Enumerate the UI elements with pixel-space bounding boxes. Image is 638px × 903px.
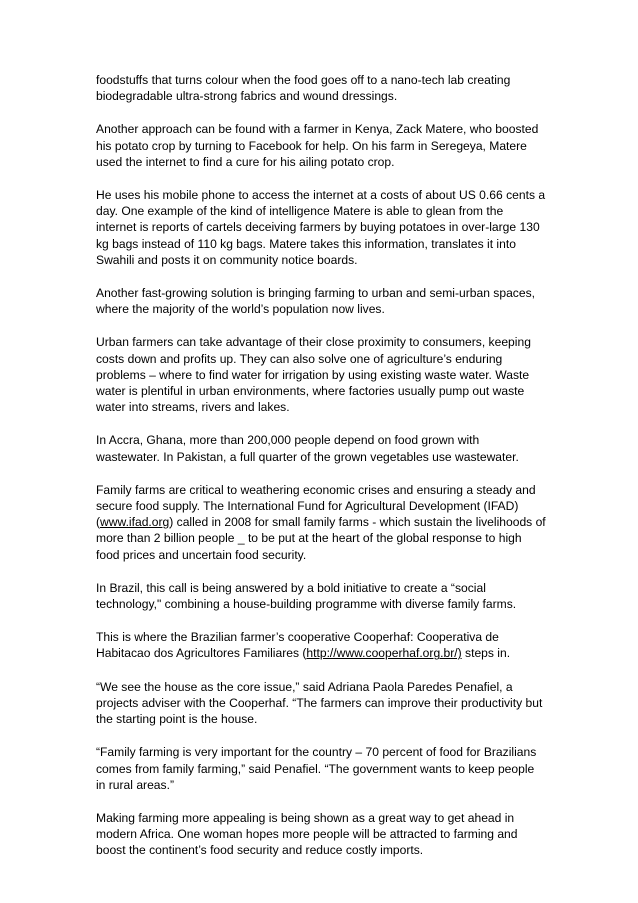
cooperhaf-link[interactable]: http://www.cooperhaf.org.br/) [306,646,462,661]
paragraph-9-text-before: This is where the Brazilian farmer’s cooperative Cooperhaf: Cooperativa de Habitacao dos Agricultores Familiares ( [96,630,499,661]
paragraph-4: Another fast-growing solution is bringing farming to urban and semi-urban spaces, where the majority of the world’s population now lives. [96,286,535,317]
paragraph-5: Urban farmers can take advantage of their close proximity to consumers, keeping costs down and profits up. They can also solve one of agriculture’s enduring problems – where to find water for irrigation by using existing waste water. Waste water is plentiful in urban environments, where factories usually pump out waste water into streams, rivers and lakes. [96,335,531,415]
paragraph-10: “We see the house as the core issue,” said Adriana Paola Paredes Penafiel, a projects adviser with the Cooperhaf. “The farmers can improve their productivity but the starting point is the house. [96,679,543,727]
paragraph-9 [96,629,546,661]
paragraph-9-text-after: steps in. [461,646,511,661]
paragraph-12: Making farming more appealing is being shown as a great way to get ahead in modern Africa. One woman hopes more people will be attracted to farming and boost the continent’s food security and reduce costly imports. [96,810,518,858]
paragraph-2: Another approach can be found with a farmer in Kenya, Zack Matere, who boosted his potato crop by turning to Facebook for help. On his farm in Seregeya, Matere used the internet to find a cure for his ailing potato crop. [96,122,539,169]
paragraph-7-text-after: ) called in 2008 for small family farms - which sustain the livelihoods of more than 2 billion people _ to be put at the heart of the global response to high food prices and uncertain food security. [96,515,546,562]
ifad-link[interactable]: www.ifad.org [100,515,170,530]
paragraph-3: He uses his mobile phone to access the internet at a costs of about US 0.66 cents a day. One example of the kind of intelligence Matere is able to glean from the internet is reports of cartels deceiving farmers by buying potatoes in over-large 130 kg bags instead of 110 kg bags. Matere takes this information, translates it into Swahili and posts it on community notice boards. [96,188,546,267]
paragraph-7 [96,482,546,563]
paragraph-8: In Brazil, this call is being answered by a bold initiative to create a “social technology," combining a house-building programme with diverse family farms. [96,580,517,612]
document-page [96,72,546,876]
paragraph-1: foodstuffs that turns colour when the food goes off to a nano-tech lab creating biodegradable ultra-strong fabrics and wound dressings. [96,73,511,104]
paragraph-6: In Accra, Ghana, more than 200,000 people depend on food grown with wastewater. In Pakistan, a full quarter of the grown vegetables use wastewater. [96,433,519,464]
paragraph-7-text-before: Family farms are critical to weathering economic crises and ensuring a steady and secure food supply. The International Fund for Agricultural Development (IFAD) ( [96,482,536,530]
paragraph-11: “Family farming is very important for the country – 70 percent of food for Brazilians comes from family farming,” said Penafiel. “The government wants to keep people in rural areas.” [96,745,537,792]
